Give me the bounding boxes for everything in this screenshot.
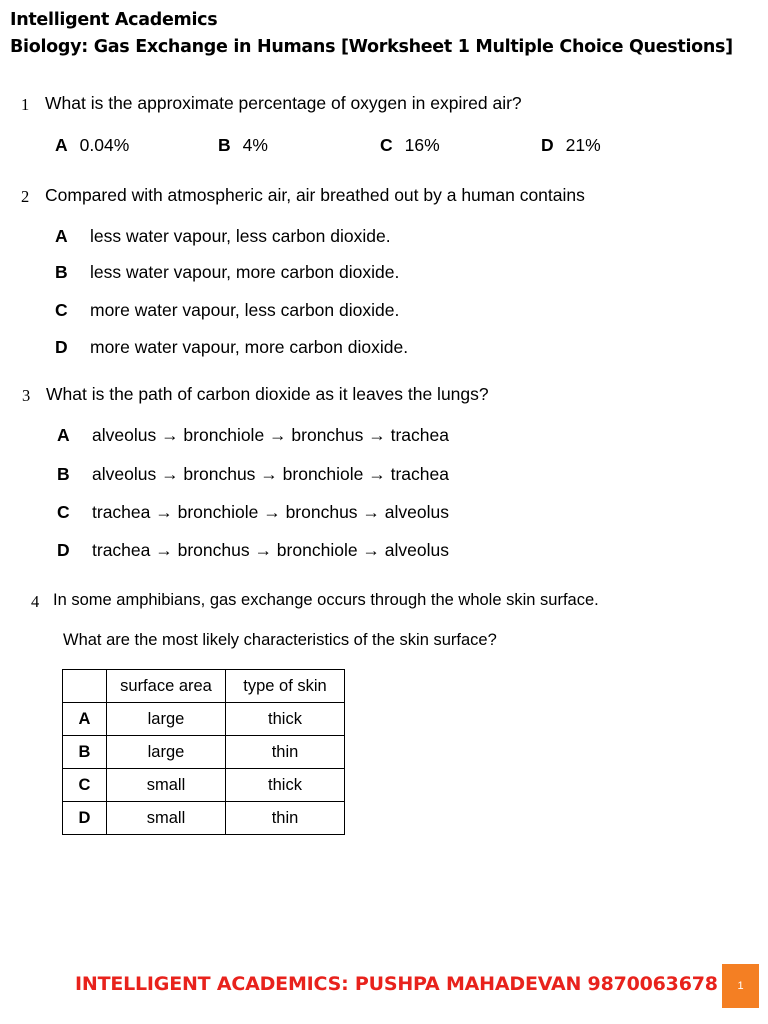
question-text: Compared with atmospheric air, air breathed out by a human contains bbox=[45, 185, 585, 205]
option-letter: C bbox=[380, 135, 393, 155]
question-text: What is the approximate percentage of oxygen in expired air? bbox=[45, 93, 522, 113]
row-letter: D bbox=[63, 802, 107, 835]
table-header-row bbox=[63, 670, 345, 703]
row-letter: B bbox=[63, 736, 107, 769]
option-b bbox=[55, 262, 399, 283]
option-a bbox=[55, 226, 391, 247]
skin-type-cell: thick bbox=[226, 703, 345, 736]
question-number: 4 bbox=[31, 592, 40, 611]
option-c bbox=[57, 502, 449, 523]
option-b bbox=[57, 464, 449, 485]
table-row bbox=[63, 736, 345, 769]
option-text: alveolus → bronchus → bronchiole → trachea bbox=[92, 464, 449, 484]
option-d bbox=[57, 540, 449, 561]
option-b bbox=[218, 135, 268, 156]
option-letter: C bbox=[57, 502, 70, 522]
question-number: 1 bbox=[21, 95, 30, 114]
page-number: 1 bbox=[722, 964, 759, 1008]
table-header-cell: surface area bbox=[107, 670, 226, 703]
option-letter: D bbox=[57, 540, 70, 560]
question-number: 2 bbox=[21, 187, 30, 206]
skin-type-cell: thin bbox=[226, 802, 345, 835]
option-text: more water vapour, more carbon dioxide. bbox=[90, 337, 409, 357]
option-letter: D bbox=[55, 337, 68, 357]
table-row bbox=[63, 769, 345, 802]
table-row bbox=[63, 802, 345, 835]
option-text: more water vapour, less carbon dioxide. bbox=[90, 300, 400, 320]
option-text: trachea → bronchiole → bronchus → alveolus bbox=[92, 502, 449, 522]
option-a bbox=[55, 135, 129, 156]
option-letter: A bbox=[55, 226, 68, 246]
option-letter: B bbox=[57, 464, 70, 484]
skin-characteristics-table bbox=[62, 669, 345, 835]
option-a bbox=[57, 425, 449, 446]
footer-contact: INTELLIGENT ACADEMICS: PUSHPA MAHADEVAN 9870063678 bbox=[75, 973, 718, 995]
table-row bbox=[63, 703, 345, 736]
option-c bbox=[380, 135, 440, 156]
document-title: Intelligent Academics bbox=[10, 10, 218, 30]
option-text: less water vapour, less carbon dioxide. bbox=[90, 226, 391, 246]
option-letter: A bbox=[57, 425, 70, 445]
table-header-cell: type of skin bbox=[226, 670, 345, 703]
option-text: 0.04% bbox=[79, 135, 130, 155]
skin-type-cell: thin bbox=[226, 736, 345, 769]
option-text: 4% bbox=[242, 135, 268, 155]
option-text: 16% bbox=[404, 135, 440, 155]
skin-type-cell: thick bbox=[226, 769, 345, 802]
option-text: trachea → bronchus → bronchiole → alveolus bbox=[92, 540, 449, 560]
option-letter: A bbox=[55, 135, 68, 155]
worksheet-subtitle: Biology: Gas Exchange in Humans [Worksheet 1 Multiple Choice Questions] bbox=[10, 37, 733, 57]
option-letter: D bbox=[541, 135, 554, 155]
option-letter: C bbox=[55, 300, 68, 320]
option-text: 21% bbox=[565, 135, 601, 155]
option-d bbox=[55, 337, 408, 358]
option-text: less water vapour, more carbon dioxide. bbox=[90, 262, 400, 282]
surface-area-cell: large bbox=[107, 703, 226, 736]
question-subtext: What are the most likely characteristics of the skin surface? bbox=[63, 631, 497, 649]
row-letter: C bbox=[63, 769, 107, 802]
option-c bbox=[55, 300, 399, 321]
option-d bbox=[541, 135, 601, 156]
surface-area-cell: small bbox=[107, 769, 226, 802]
table-header-cell bbox=[63, 670, 107, 703]
question-text: In some amphibians, gas exchange occurs through the whole skin surface. bbox=[53, 591, 599, 609]
surface-area-cell: large bbox=[107, 736, 226, 769]
question-number: 3 bbox=[22, 386, 31, 405]
option-letter: B bbox=[218, 135, 231, 155]
option-text: alveolus → bronchiole → bronchus → trachea bbox=[92, 425, 449, 445]
option-letter: B bbox=[55, 262, 68, 282]
surface-area-cell: small bbox=[107, 802, 226, 835]
row-letter: A bbox=[63, 703, 107, 736]
question-text: What is the path of carbon dioxide as it leaves the lungs? bbox=[46, 384, 489, 404]
